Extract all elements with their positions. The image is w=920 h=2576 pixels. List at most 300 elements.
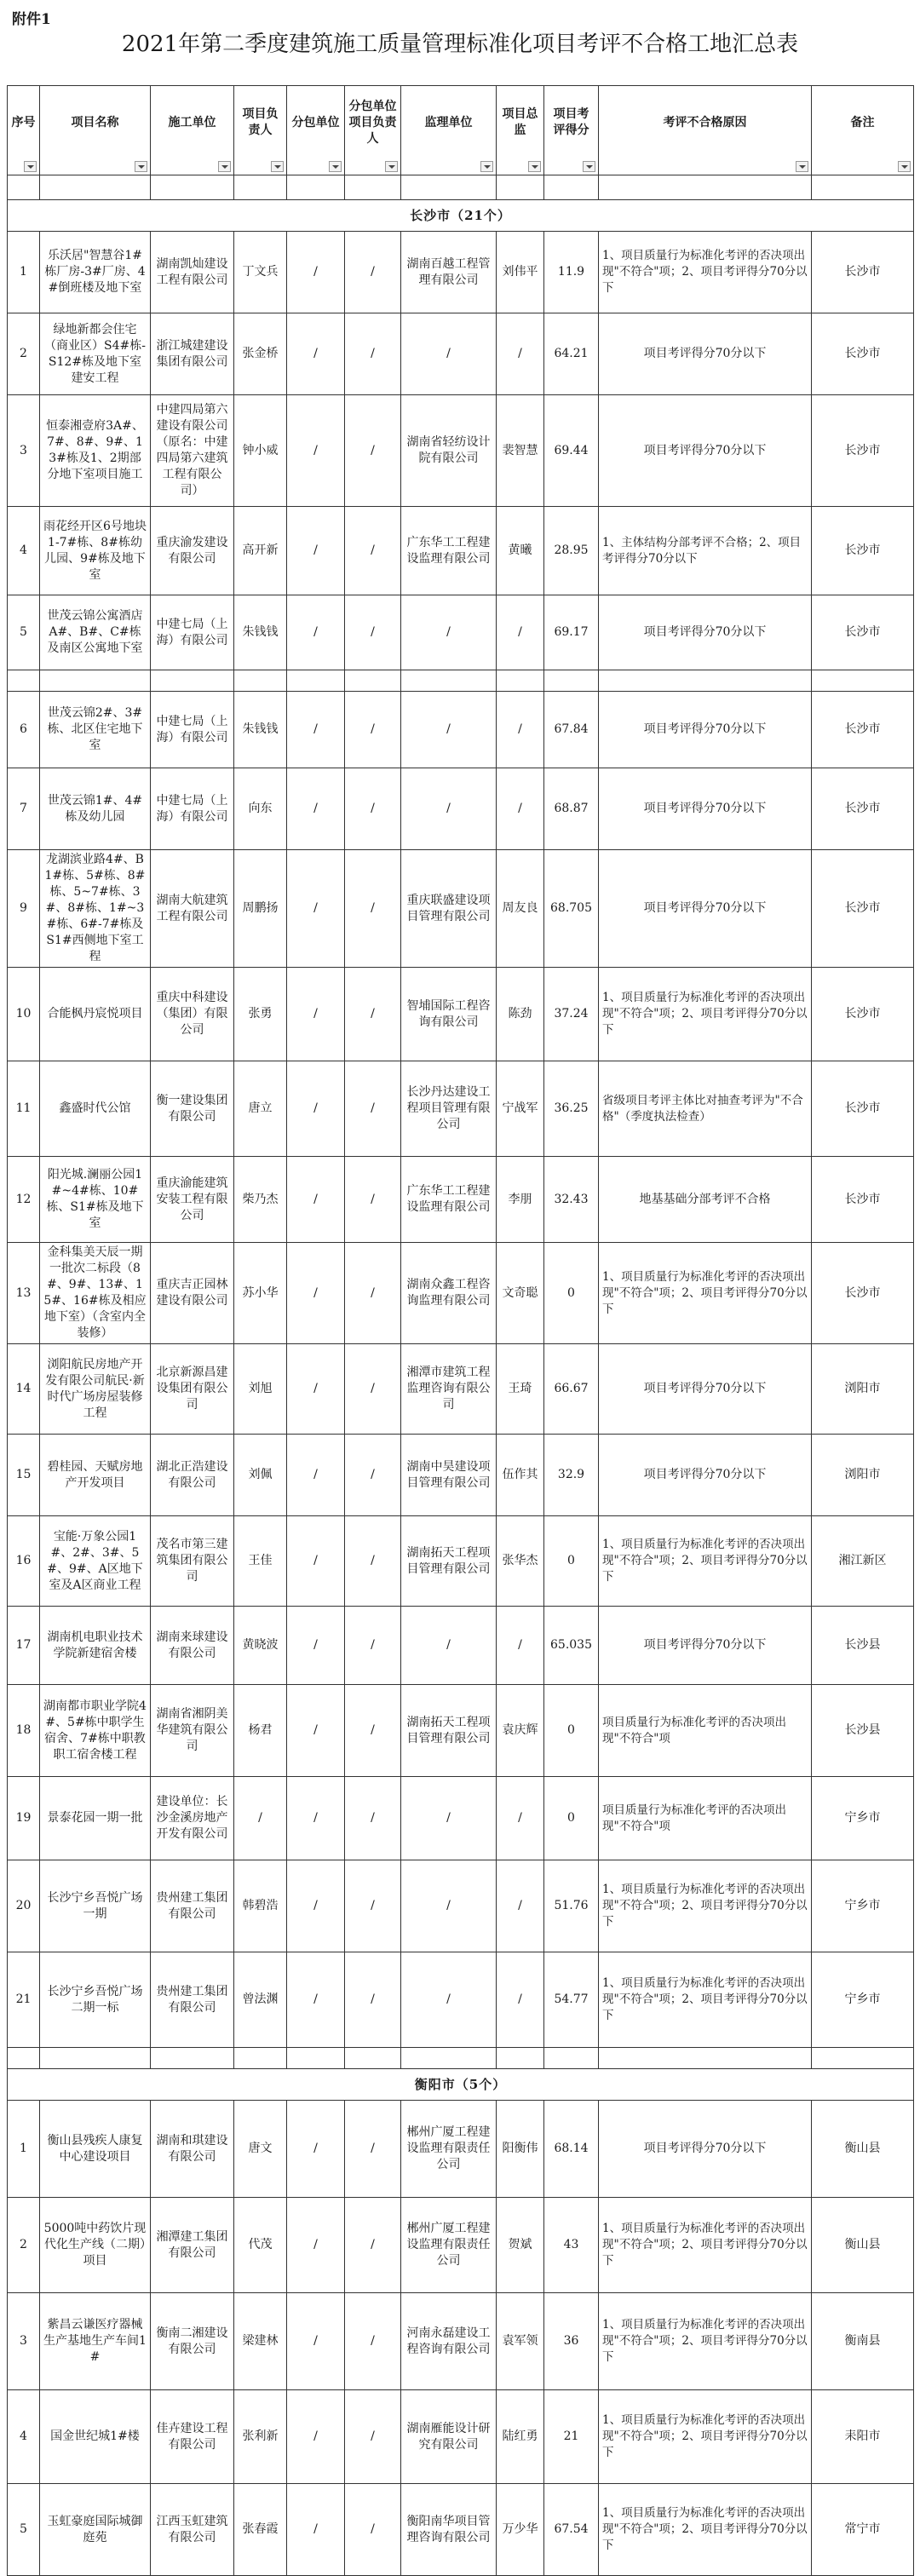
cell-score: 0 xyxy=(544,1243,599,1344)
column-header-label: 考评不合格原因 xyxy=(663,115,747,129)
cell-sub: / xyxy=(287,1607,345,1685)
cell-reason: 项目考评得分70分以下 xyxy=(599,595,812,670)
cell-sub-manager: / xyxy=(345,2390,401,2484)
cell-project: 衡山县残疾人康复中心建设项目 xyxy=(40,2101,151,2198)
cell-sub-manager: / xyxy=(345,692,401,768)
spacer-cell xyxy=(599,2048,812,2069)
cell-reason: 1、项目质量行为标准化考评的否决项出现"不符合"项；2、项目考评得分70分以下 xyxy=(599,2198,812,2293)
cell-no: 1 xyxy=(8,2101,40,2198)
spacer-cell xyxy=(345,2048,401,2069)
cell-no: 13 xyxy=(8,1243,40,1344)
cell-manager: 张春霞 xyxy=(234,2484,287,2576)
cell-supervisor: 湖南中昊建设项目管理有限公司 xyxy=(401,1435,497,1516)
cell-contractor: 中建四局第六建设有限公司（原名：中建四局第六建筑工程有限公司） xyxy=(151,395,234,507)
cell-manager: 高开新 xyxy=(234,507,287,595)
cell-manager: 唐立 xyxy=(234,1061,287,1157)
cell-supervisor: 湖南众鑫工程咨询监理有限公司 xyxy=(401,1243,497,1344)
cell-contractor: 北京新源昌建设集团有限公司 xyxy=(151,1344,234,1435)
cell-sub: / xyxy=(287,395,345,507)
column-header xyxy=(287,86,345,175)
cell-score: 36.25 xyxy=(544,1061,599,1157)
cell-sub: / xyxy=(287,1157,345,1243)
column-header-label: 分包单位项目负责人 xyxy=(348,99,397,146)
filter-dropdown-icon[interactable] xyxy=(480,161,493,172)
cell-manager: 朱钱钱 xyxy=(234,595,287,670)
cell-sub: / xyxy=(287,692,345,768)
table-row xyxy=(8,507,914,595)
cell-score: 66.67 xyxy=(544,1344,599,1435)
cell-contractor: 佳卉建设工程有限公司 xyxy=(151,2390,234,2484)
cell-supervisor: / xyxy=(401,313,497,395)
cell-director: 张华杰 xyxy=(497,1516,544,1607)
cell-reason: 1、项目质量行为标准化考评的否决项出现"不符合"项；2、项目考评得分70分以下 xyxy=(599,1952,812,2048)
cell-project: 长沙宁乡吾悦广场二期一标 xyxy=(40,1952,151,2048)
cell-reason: 项目考评得分70分以下 xyxy=(599,1435,812,1516)
cell-supervisor: / xyxy=(401,1952,497,2048)
cell-project: 绿地新都会住宅（商业区）S4#栋-S12#栋及地下室建安工程 xyxy=(40,313,151,395)
cell-supervisor: 广东华工工程建设监理有限公司 xyxy=(401,1157,497,1243)
cell-sub-manager: / xyxy=(345,595,401,670)
column-header xyxy=(497,86,544,175)
cell-sub: / xyxy=(287,850,345,968)
cell-director: 万少华 xyxy=(497,2484,544,2576)
cell-sub-manager: / xyxy=(345,968,401,1061)
column-header-label: 分包单位 xyxy=(291,115,340,129)
table-row xyxy=(8,2198,914,2293)
cell-score: 67.54 xyxy=(544,2484,599,2576)
filter-dropdown-icon[interactable] xyxy=(218,161,231,172)
cell-reason: 项目考评得分70分以下 xyxy=(599,395,812,507)
cell-score: 51.76 xyxy=(544,1860,599,1952)
cell-director: 文奇聪 xyxy=(497,1243,544,1344)
cell-project: 湖南都市职业学院4#、5#栋中职学生宿舍、7#栋中职教职工宿舍楼工程 xyxy=(40,1685,151,1777)
column-header-label: 项目总监 xyxy=(502,107,538,137)
cell-score: 32.9 xyxy=(544,1435,599,1516)
cell-contractor: 中建七局（上海）有限公司 xyxy=(151,768,234,850)
cell-score: 68.14 xyxy=(544,2101,599,2198)
cell-reason: 项目质量行为标准化考评的否决项出现"不符合"项 xyxy=(599,1685,812,1777)
cell-supervisor: / xyxy=(401,692,497,768)
cell-note: 湘江新区 xyxy=(812,1516,914,1607)
table-row xyxy=(8,1952,914,2048)
cell-reason: 地基基础分部考评不合格 xyxy=(599,1157,812,1243)
cell-reason: 1、项目质量行为标准化考评的否决项出现"不符合"项；2、项目考评得分70分以下 xyxy=(599,2390,812,2484)
cell-project: 玉虹豪庭国际城御庭苑 xyxy=(40,2484,151,2576)
table-row xyxy=(8,1344,914,1435)
cell-director: 伍作其 xyxy=(497,1435,544,1516)
cell-supervisor: 湖南拓天工程项目管理有限公司 xyxy=(401,1516,497,1607)
cell-no: 20 xyxy=(8,1860,40,1952)
cell-sub-manager: / xyxy=(345,850,401,968)
cell-manager: 杨君 xyxy=(234,1685,287,1777)
cell-reason: 1、项目质量行为标准化考评的否决项出现"不符合"项；2、项目考评得分70分以下 xyxy=(599,1243,812,1344)
cell-supervisor: 郴州广厦工程建设监理有限责任公司 xyxy=(401,2198,497,2293)
cell-no: 17 xyxy=(8,1607,40,1685)
cell-supervisor: / xyxy=(401,1777,497,1860)
table-row xyxy=(8,395,914,507)
cell-project: 恒泰湘壹府3A#、7#、8#、9#、13#栋及1、2期部分地下室项目施工 xyxy=(40,395,151,507)
cell-score: 68.705 xyxy=(544,850,599,968)
cell-reason: 1、项目质量行为标准化考评的否决项出现"不符合"项；2、项目考评得分70分以下 xyxy=(599,2293,812,2390)
cell-director: 裴智慧 xyxy=(497,395,544,507)
cell-contractor: 湘潭建工集团有限公司 xyxy=(151,2198,234,2293)
cell-no: 5 xyxy=(8,595,40,670)
cell-note: 长沙市 xyxy=(812,768,914,850)
cell-contractor: 重庆渝发建设有限公司 xyxy=(151,507,234,595)
cell-contractor: 重庆中科建设（集团）有限公司 xyxy=(151,968,234,1061)
cell-no: 19 xyxy=(8,1777,40,1860)
column-header xyxy=(40,86,151,175)
table-row xyxy=(8,1777,914,1860)
column-header-label: 项目负责人 xyxy=(242,107,279,137)
cell-sub: / xyxy=(287,1860,345,1952)
cell-project: 鑫盛时代公馆 xyxy=(40,1061,151,1157)
cell-reason: 项目考评得分70分以下 xyxy=(599,850,812,968)
table-row xyxy=(8,2293,914,2390)
spacer-cell xyxy=(234,2048,287,2069)
cell-score: 43 xyxy=(544,2198,599,2293)
spacer-cell xyxy=(812,670,914,692)
cell-sub: / xyxy=(287,1243,345,1344)
header-row xyxy=(8,86,914,175)
cell-manager: 苏小华 xyxy=(234,1243,287,1344)
filter-dropdown-icon[interactable] xyxy=(898,161,911,172)
filter-dropdown-icon[interactable] xyxy=(796,161,808,172)
cell-contractor: 衡南二湘建设有限公司 xyxy=(151,2293,234,2390)
cell-sub-manager: / xyxy=(345,1157,401,1243)
cell-note: 长沙市 xyxy=(812,692,914,768)
spacer-cell xyxy=(497,2048,544,2069)
cell-project: 阳光城.澜丽公园1#~4#栋、10#栋、S1#栋及地下室 xyxy=(40,1157,151,1243)
cell-director: 周友良 xyxy=(497,850,544,968)
cell-score: 32.43 xyxy=(544,1157,599,1243)
cell-note: 宁乡市 xyxy=(812,1952,914,2048)
cell-sub-manager: / xyxy=(345,507,401,595)
cell-supervisor: 湖南拓天工程项目管理有限公司 xyxy=(401,1685,497,1777)
filter-dropdown-icon[interactable] xyxy=(329,161,342,172)
table-row xyxy=(8,232,914,313)
cell-no: 21 xyxy=(8,1952,40,2048)
cell-manager: 丁文兵 xyxy=(234,232,287,313)
cell-manager: 柴乃杰 xyxy=(234,1157,287,1243)
cell-reason: 项目考评得分70分以下 xyxy=(599,768,812,850)
empty-cell xyxy=(151,175,234,200)
cell-supervisor: 重庆联盛建设项目管理有限公司 xyxy=(401,850,497,968)
spacer-cell xyxy=(234,670,287,692)
cell-no: 15 xyxy=(8,1435,40,1516)
cell-director: / xyxy=(497,313,544,395)
spacer-row xyxy=(8,2048,914,2069)
cell-score: 69.44 xyxy=(544,395,599,507)
empty-cell xyxy=(544,175,599,200)
cell-no: 4 xyxy=(8,2390,40,2484)
cell-director: / xyxy=(497,595,544,670)
column-header-label: 施工单位 xyxy=(168,115,216,129)
spacer-cell xyxy=(544,2048,599,2069)
cell-manager: 朱钱钱 xyxy=(234,692,287,768)
spacer-cell xyxy=(8,670,40,692)
filter-dropdown-icon[interactable] xyxy=(24,161,37,172)
cell-reason: 1、主体结构分部考评不合格；2、项目考评得分70分以下 xyxy=(599,507,812,595)
cell-contractor: 中建七局（上海）有限公司 xyxy=(151,692,234,768)
cell-contractor: 衡一建设集团有限公司 xyxy=(151,1061,234,1157)
cell-note: 长沙市 xyxy=(812,232,914,313)
cell-note: 衡山县 xyxy=(812,2101,914,2198)
table-row xyxy=(8,1157,914,1243)
cell-sub: / xyxy=(287,1952,345,2048)
column-header xyxy=(544,86,599,175)
page-title: 2021年第二季度建筑施工质量管理标准化项目考评不合格工地汇总表 xyxy=(121,32,799,57)
empty-cell xyxy=(8,175,40,200)
table-row xyxy=(8,1685,914,1777)
cell-score: 21 xyxy=(544,2390,599,2484)
column-header xyxy=(345,86,401,175)
cell-contractor: 重庆渝能建筑安装工程有限公司 xyxy=(151,1157,234,1243)
cell-reason: 省级项目考评主体比对抽查考评为"不合格"（季度执法检查） xyxy=(599,1061,812,1157)
cell-sub-manager: / xyxy=(345,313,401,395)
table-row xyxy=(8,1516,914,1607)
cell-score: 64.21 xyxy=(544,313,599,395)
cell-supervisor: 湖南省轻纺设计院有限公司 xyxy=(401,395,497,507)
cell-director: 陈劲 xyxy=(497,968,544,1061)
cell-project: 长沙宁乡吾悦广场一期 xyxy=(40,1860,151,1952)
cell-no: 6 xyxy=(8,692,40,768)
cell-sub-manager: / xyxy=(345,2293,401,2390)
cell-project: 浏阳航民房地产开发有限公司航民·新时代广场房屋装修工程 xyxy=(40,1344,151,1435)
cell-score: 0 xyxy=(544,1685,599,1777)
cell-manager: 唐文 xyxy=(234,2101,287,2198)
filter-dropdown-icon[interactable] xyxy=(271,161,284,172)
cell-no: 4 xyxy=(8,507,40,595)
cell-director: 阳衡伟 xyxy=(497,2101,544,2198)
cell-reason: 1、项目质量行为标准化考评的否决项出现"不符合"项；2、项目考评得分70分以下 xyxy=(599,232,812,313)
cell-director: / xyxy=(497,768,544,850)
table-row xyxy=(8,2390,914,2484)
cell-project: 世茂云锦公寓酒店A#、B#、C#栋及南区公寓地下室 xyxy=(40,595,151,670)
column-header xyxy=(234,86,287,175)
cell-sub-manager: / xyxy=(345,2198,401,2293)
cell-sub: / xyxy=(287,2198,345,2293)
section-title: 长沙市（21个） xyxy=(8,200,914,232)
cell-supervisor: 广东华工工程建设监理有限公司 xyxy=(401,507,497,595)
cell-manager: 周鹏扬 xyxy=(234,850,287,968)
cell-sub: / xyxy=(287,507,345,595)
cell-note: 衡南县 xyxy=(812,2293,914,2390)
cell-note: 长沙市 xyxy=(812,313,914,395)
column-header xyxy=(8,86,40,175)
cell-sub-manager: / xyxy=(345,395,401,507)
cell-supervisor: 长沙丹达建设工程项目管理有限公司 xyxy=(401,1061,497,1157)
cell-contractor: 湖南大航建筑工程有限公司 xyxy=(151,850,234,968)
cell-contractor: 湖南凯灿建设工程有限公司 xyxy=(151,232,234,313)
cell-no: 16 xyxy=(8,1516,40,1607)
spacer-cell xyxy=(287,670,345,692)
cell-reason: 1、项目质量行为标准化考评的否决项出现"不符合"项；2、项目考评得分70分以下 xyxy=(599,1860,812,1952)
cell-director: / xyxy=(497,1860,544,1952)
cell-sub-manager: / xyxy=(345,1952,401,2048)
cell-director: 刘伟平 xyxy=(497,232,544,313)
cell-sub-manager: / xyxy=(345,1435,401,1516)
cell-sub: / xyxy=(287,1435,345,1516)
cell-project: 世茂云锦2#、3#栋、北区住宅地下室 xyxy=(40,692,151,768)
cell-no: 18 xyxy=(8,1685,40,1777)
spacer-cell xyxy=(401,2048,497,2069)
cell-supervisor: / xyxy=(401,595,497,670)
cell-no: 12 xyxy=(8,1157,40,1243)
cell-supervisor: 衡阳南华项目管理咨询有限公司 xyxy=(401,2484,497,2576)
cell-note: 浏阳市 xyxy=(812,1435,914,1516)
cell-project: 雨花经开区6号地块1-7#栋、8#栋幼儿园、9#栋及地下室 xyxy=(40,507,151,595)
cell-project: 世茂云锦1#、4#栋及幼儿园 xyxy=(40,768,151,850)
cell-reason: 1、项目质量行为标准化考评的否决项出现"不符合"项；2、项目考评得分70分以下 xyxy=(599,1516,812,1607)
cell-note: 衡山县 xyxy=(812,2198,914,2293)
spacer-cell xyxy=(287,2048,345,2069)
cell-project: 国金世纪城1#楼 xyxy=(40,2390,151,2484)
cell-note: 长沙县 xyxy=(812,1607,914,1685)
cell-no: 5 xyxy=(8,2484,40,2576)
cell-sub-manager: / xyxy=(345,2101,401,2198)
filter-dropdown-icon[interactable] xyxy=(385,161,398,172)
table-row xyxy=(8,850,914,968)
cell-sub: / xyxy=(287,1777,345,1860)
table-row xyxy=(8,768,914,850)
column-header-label: 监理单位 xyxy=(424,115,473,129)
cell-note: 长沙县 xyxy=(812,1685,914,1777)
cell-score: 67.84 xyxy=(544,692,599,768)
cell-manager: 刘旭 xyxy=(234,1344,287,1435)
filter-dropdown-icon[interactable] xyxy=(583,161,595,172)
filter-dropdown-icon[interactable] xyxy=(528,161,541,172)
table-row xyxy=(8,595,914,670)
cell-no: 10 xyxy=(8,968,40,1061)
cell-note: 宁乡市 xyxy=(812,1777,914,1860)
cell-sub-manager: / xyxy=(345,1061,401,1157)
cell-project: 紫昌云谦医疗器械生产基地生产车间1# xyxy=(40,2293,151,2390)
cell-manager: 曾法渊 xyxy=(234,1952,287,2048)
column-header-label: 项目考评得分 xyxy=(553,107,589,137)
cell-manager: 刘佩 xyxy=(234,1435,287,1516)
cell-manager: 梁建林 xyxy=(234,2293,287,2390)
cell-note: 浏阳市 xyxy=(812,1344,914,1435)
cell-sub: / xyxy=(287,1516,345,1607)
cell-contractor: 浙江城建建设集团有限公司 xyxy=(151,313,234,395)
spacer-cell xyxy=(401,670,497,692)
cell-contractor: 湖南来球建设有限公司 xyxy=(151,1607,234,1685)
cell-sub-manager: / xyxy=(345,768,401,850)
table-row xyxy=(8,2484,914,2576)
cell-supervisor: / xyxy=(401,1860,497,1952)
annex-label: 附件1 xyxy=(12,11,51,28)
cell-no: 2 xyxy=(8,313,40,395)
cell-sub: / xyxy=(287,1685,345,1777)
cell-project: 龙湖滨业路4#、B1#栋、5#栋、8#栋、5~7#栋、3#、8#栋、1#~3#栋、6#-7#栋及S1#西侧地下室工程 xyxy=(40,850,151,968)
spacer-cell xyxy=(151,670,234,692)
cell-score: 0 xyxy=(544,1516,599,1607)
cell-no: 1 xyxy=(8,232,40,313)
cell-sub: / xyxy=(287,313,345,395)
cell-manager: 韩碧浩 xyxy=(234,1860,287,1952)
cell-supervisor: 河南永磊建设工程咨询有限公司 xyxy=(401,2293,497,2390)
table-row xyxy=(8,1243,914,1344)
cell-manager: 黄晓波 xyxy=(234,1607,287,1685)
empty-cell xyxy=(497,175,544,200)
cell-no: 3 xyxy=(8,395,40,507)
cell-score: 36 xyxy=(544,2293,599,2390)
section-title: 衡阳市（5个） xyxy=(8,2069,914,2101)
cell-director: 袁军领 xyxy=(497,2293,544,2390)
cell-no: 3 xyxy=(8,2293,40,2390)
cell-contractor: 湖南省湘阴美华建筑有限公司 xyxy=(151,1685,234,1777)
cell-director: 贺斌 xyxy=(497,2198,544,2293)
cell-score: 65.035 xyxy=(544,1607,599,1685)
column-header xyxy=(812,86,914,175)
cell-supervisor: 湖南百越工程管理有限公司 xyxy=(401,232,497,313)
table-row xyxy=(8,1435,914,1516)
cell-sub-manager: / xyxy=(345,1860,401,1952)
cell-score: 69.17 xyxy=(544,595,599,670)
cell-manager: 向东 xyxy=(234,768,287,850)
cell-no: 2 xyxy=(8,2198,40,2293)
cell-project: 合能枫丹宸悦项目 xyxy=(40,968,151,1061)
spacer-cell xyxy=(812,2048,914,2069)
cell-director: 袁庆辉 xyxy=(497,1685,544,1777)
cell-director: / xyxy=(497,1952,544,2048)
cell-reason: 项目考评得分70分以下 xyxy=(599,1607,812,1685)
cell-project: 乐沃居"智慧谷1#栋厂房-3#厂房、4#倒班楼及地下室 xyxy=(40,232,151,313)
cell-contractor: 贵州建工集团有限公司 xyxy=(151,1860,234,1952)
column-header-label: 序号 xyxy=(11,115,36,129)
cell-sub-manager: / xyxy=(345,232,401,313)
cell-sub: / xyxy=(287,2484,345,2576)
cell-director: 李朋 xyxy=(497,1157,544,1243)
spacer-cell xyxy=(8,2048,40,2069)
cell-sub: / xyxy=(287,968,345,1061)
cell-director: 宁战军 xyxy=(497,1061,544,1157)
cell-supervisor: / xyxy=(401,768,497,850)
table-row xyxy=(8,1061,914,1157)
cell-supervisor: 郴州广厦工程建设监理有限责任公司 xyxy=(401,2101,497,2198)
cell-supervisor: 湖南雁能设计研究有限公司 xyxy=(401,2390,497,2484)
cell-score: 0 xyxy=(544,1777,599,1860)
cell-supervisor: 智埔国际工程咨询有限公司 xyxy=(401,968,497,1061)
cell-sub: / xyxy=(287,1344,345,1435)
cell-contractor: 建设单位：长沙金溪房地产开发有限公司 xyxy=(151,1777,234,1860)
column-header-label: 备注 xyxy=(850,115,875,129)
cell-sub-manager: / xyxy=(345,1243,401,1344)
cell-sub: / xyxy=(287,768,345,850)
cell-note: 长沙市 xyxy=(812,1243,914,1344)
spacer-cell xyxy=(40,670,151,692)
empty-cell xyxy=(599,175,812,200)
cell-reason: 1、项目质量行为标准化考评的否决项出现"不符合"项；2、项目考评得分70分以下 xyxy=(599,968,812,1061)
cell-score: 37.24 xyxy=(544,968,599,1061)
cell-project: 宝能·万象公园1#、2#、3#、5#、9#、A区地下室及A区商业工程 xyxy=(40,1516,151,1607)
cell-manager: 张金桥 xyxy=(234,313,287,395)
column-header xyxy=(151,86,234,175)
cell-director: / xyxy=(497,1607,544,1685)
cell-sub-manager: / xyxy=(345,1344,401,1435)
cell-project: 5000吨中药饮片现代化生产线（二期）项目 xyxy=(40,2198,151,2293)
cell-director: / xyxy=(497,1777,544,1860)
filter-dropdown-icon[interactable] xyxy=(135,161,147,172)
column-header xyxy=(599,86,812,175)
table-row xyxy=(8,2101,914,2198)
cell-sub-manager: / xyxy=(345,1685,401,1777)
empty-cell xyxy=(234,175,287,200)
cell-score: 54.77 xyxy=(544,1952,599,2048)
cell-contractor: 江西玉虹建筑有限公司 xyxy=(151,2484,234,2576)
cell-reason: 1、项目质量行为标准化考评的否决项出现"不符合"项；2、项目考评得分70分以下 xyxy=(599,2484,812,2576)
